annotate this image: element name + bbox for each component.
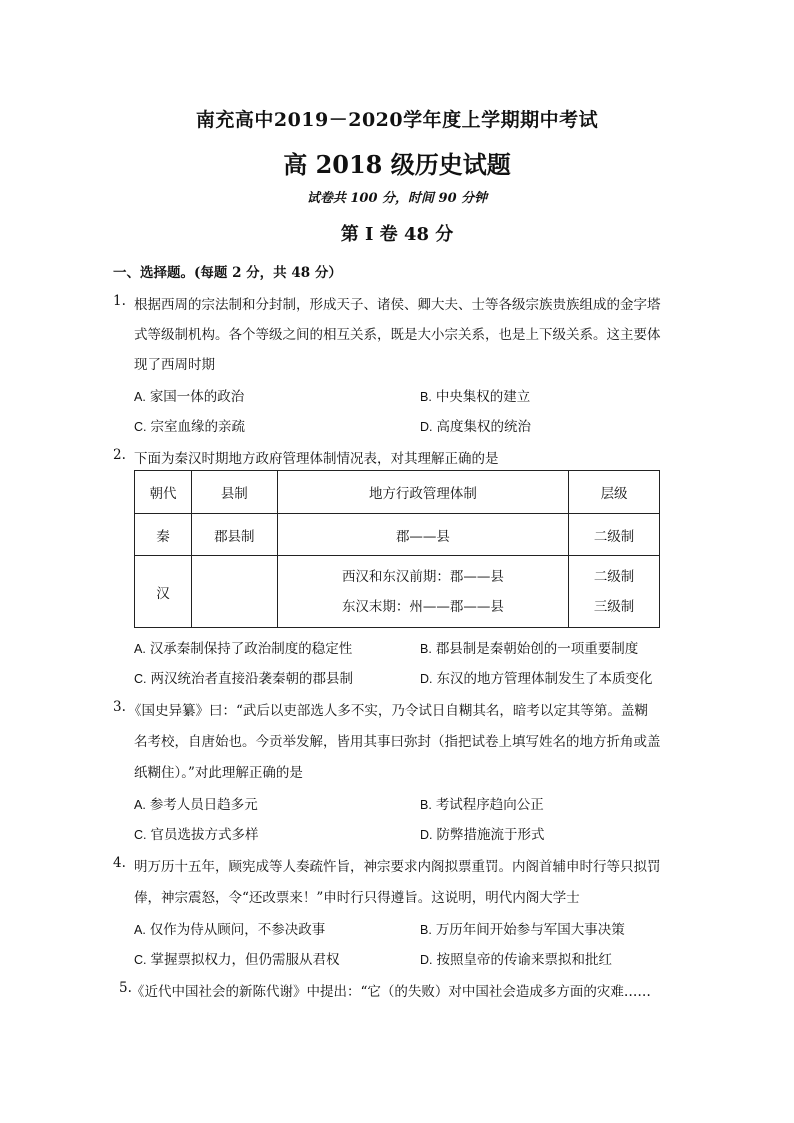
table-row: [135, 514, 660, 556]
question-number: 1.: [113, 293, 126, 309]
option-b: B. 中央集权的建立: [420, 389, 531, 405]
option-c: C. 官员选拔方式多样: [134, 827, 259, 843]
option-a: A. 仅作为侍从顾问，不参决政事: [134, 922, 326, 938]
option-b: B. 万历年间开始参与军国大事决策: [420, 922, 625, 938]
option-c: C. 两汉统治者直接沿袭秦朝的郡县制: [134, 671, 353, 687]
option-a: A. 参考人员日趋多元: [134, 797, 258, 813]
table-cell-system: 郡——县: [277, 514, 568, 556]
table-header-row: [135, 471, 660, 514]
table-cell-dynasty: 汉: [135, 556, 192, 628]
table-cell-level: 二级制: [569, 514, 660, 556]
table-cell-county: [191, 556, 277, 628]
system-line: 东汉末期：州——郡——县: [341, 598, 504, 615]
question-text-line: 现了西周时期: [134, 357, 215, 373]
question-text-line: 明万历十五年，顾宪成等人奏疏忤旨，神宗要求内阁拟票重罚。内阁首辅申时行等只拟罚: [134, 859, 661, 875]
admin-system-table: [134, 470, 660, 628]
exam-subtitle: 试卷共 100 分，时间 90 分钟: [306, 191, 488, 206]
option-b: B. 考试程序趋向公正: [420, 797, 544, 813]
question-number: 4.: [113, 855, 126, 871]
question-text-line: 名考校，自唐始也。今贡举发解，皆用其事曰弥封（指把试卷上填写姓名的地方折角或盖: [134, 734, 661, 750]
table-header-cell: 地方行政管理体制: [277, 471, 568, 514]
option-c: C. 宗室血缘的亲疏: [134, 419, 245, 435]
question-text-line: 式等级制机构。各个等级之间的相互关系，既是大小宗关系，也是上下级关系。这主要体: [134, 327, 661, 343]
question-number: 2.: [113, 447, 126, 463]
exam-title: 南充高中2019－2020学年度上学期期中考试: [195, 109, 599, 131]
subject-title: 高 2018 级历史试题: [283, 150, 511, 179]
question-text-line: 《近代中国社会的新陈代谢》中提出：“它（的失败）对中国社会造成多方面的灾难……: [131, 984, 651, 1000]
question-number: 3.: [113, 699, 126, 715]
table-header-cell: 县制: [191, 471, 277, 514]
option-d: D. 东汉的地方管理体制发生了本质变化: [420, 671, 653, 687]
option-a: A. 汉承秦制保持了政治制度的稳定性: [134, 641, 353, 657]
table-cell-dynasty: 秦: [135, 514, 192, 556]
level-line: 二级制: [593, 568, 635, 585]
level-line: 三级制: [593, 598, 635, 615]
table-cell-system: [277, 556, 568, 628]
part-heading: 第 I 卷 48 分: [340, 224, 454, 245]
question-number: 5.: [119, 980, 132, 996]
table-cell-level: [569, 556, 660, 628]
question-text-line: 俸，神宗震怒，令“还改票来！”申时行只得遵旨。这说明，明代内阁大学士: [134, 890, 580, 906]
table-header-cell: 层级: [569, 471, 660, 514]
table-header-cell: 朝代: [135, 471, 192, 514]
option-c: C. 掌握票拟权力，但仍需服从君权: [134, 952, 340, 968]
question-text-line: 《国史异纂》曰：“武后以吏部选人多不实，乃令试日自糊其名，暗考以定其等第。盖糊: [128, 703, 648, 719]
option-d: D. 防弊措施流于形式: [420, 827, 545, 843]
option-a: A. 家国一体的政治: [134, 389, 245, 405]
option-b: B. 郡县制是秦朝始创的一项重要制度: [420, 641, 639, 657]
question-text-line: 下面为秦汉时期地方政府管理体制情况表，对其理解正确的是: [134, 451, 499, 467]
system-line: 西汉和东汉前期：郡——县: [341, 568, 504, 585]
option-d: D. 按照皇帝的传谕来票拟和批红: [420, 952, 612, 968]
question-text-line: 纸糊住）。”对此理解正确的是: [134, 765, 303, 781]
table-row: [135, 556, 660, 628]
table-cell-county: 郡县制: [191, 514, 277, 556]
section-heading: 一、选择题。(每题 2 分，共 48 分）: [113, 265, 342, 281]
option-d: D. 高度集权的统治: [420, 419, 531, 435]
question-text-line: 根据西周的宗法制和分封制，形成天子、诸侯、卿大夫、士等各级宗族贵族组成的金字塔: [134, 297, 661, 313]
